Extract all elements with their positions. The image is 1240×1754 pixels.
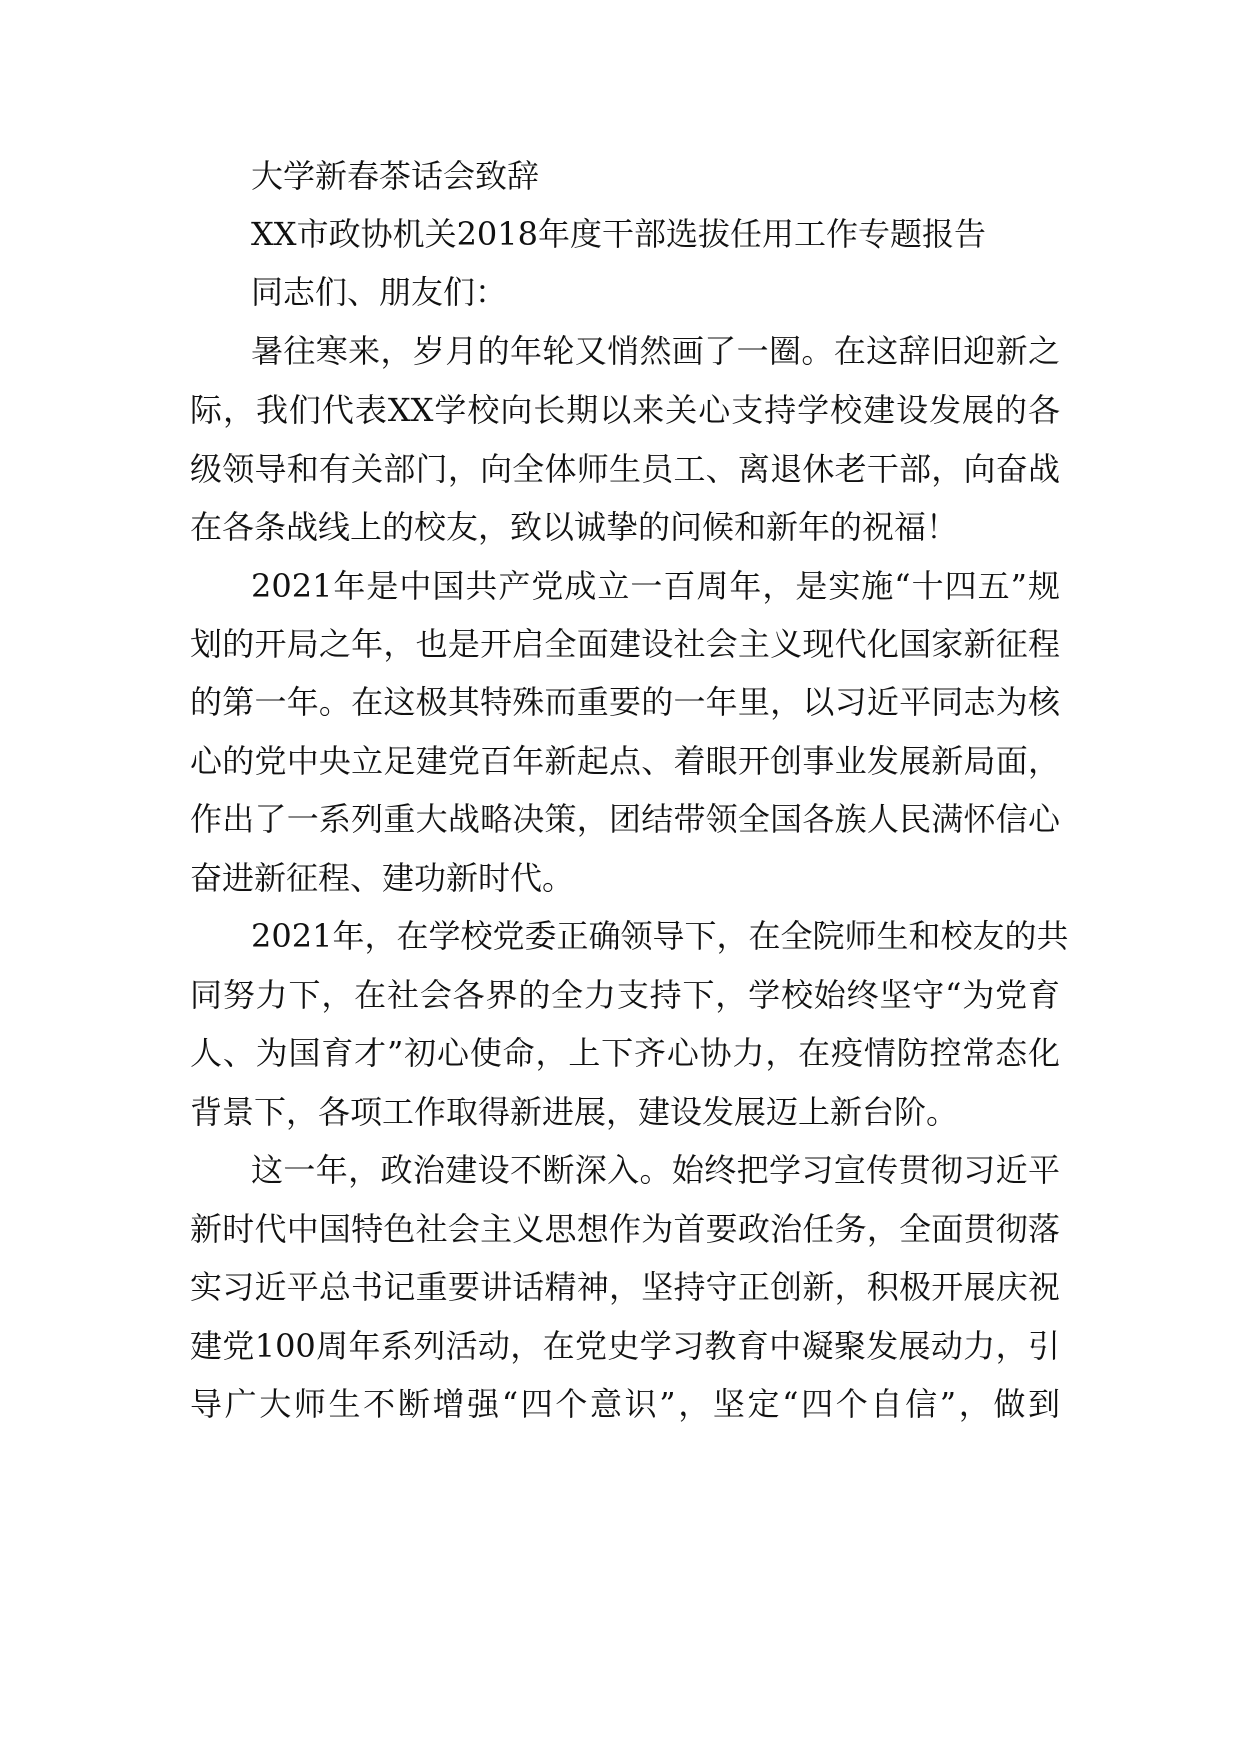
paragraph-line: 心的党中央立足建党百年新起点、着眼开创事业发展新局面， [190, 742, 1060, 780]
paragraph-line: 人、为国育才”初心使命，上下齐心协力，在疫情防控常态化 [190, 1034, 1060, 1072]
paragraph-line: 奋进新征程、建功新时代。 [190, 859, 575, 897]
paragraph-line: 在各条战线上的校友，致以诚挚的问候和新年的祝福！ [190, 508, 959, 546]
paragraph-line: 实习近平总书记重要讲话精神，坚持守正创新，积极开展庆祝 [190, 1268, 1060, 1306]
paragraph-line: 这一年，政治建设不断深入。始终把学习宣传贯彻习近平 [251, 1151, 1060, 1189]
paragraph-line: 建党100周年系列活动，在党史学习教育中凝聚发展动力，引 [190, 1327, 1060, 1365]
paragraph-line: 同努力下，在社会各界的全力支持下，学校始终坚守“为党育 [190, 976, 1060, 1014]
paragraph-line: 2021年是中国共产党成立一百周年，是实施“十四五”规 [251, 567, 1060, 605]
paragraph-line: 2021年，在学校党委正确领导下，在全院师生和校友的共 [251, 917, 1069, 955]
paragraph-line: 背景下，各项工作取得新进展，建设发展迈上新台阶。 [190, 1093, 959, 1131]
paragraph-line: 暑往寒来，岁月的年轮又悄然画了一圈。在这辞旧迎新之 [251, 332, 1060, 370]
paragraph-line: 的第一年。在这极其特殊而重要的一年里，以习近平同志为核 [190, 683, 1060, 721]
paragraph-line: 新时代中国特色社会主义思想作为首要政治任务，全面贯彻落 [190, 1210, 1060, 1248]
paragraph-line: 划的开局之年，也是开启全面建设社会主义现代化国家新征程 [190, 625, 1060, 663]
paragraph-line: 际，我们代表XX学校向长期以来关心支持学校建设发展的各 [190, 391, 1060, 429]
paragraph-line: 作出了一系列重大战略决策，团结带领全国各族人民满怀信心 [190, 800, 1060, 838]
document-subtitle: XX市政协机关2018年度干部选拔任用工作专题报告 [251, 215, 987, 253]
salutation: 同志们、朋友们： [251, 273, 508, 311]
paragraph-line: 导广大师生不断增强“四个意识”，坚定“四个自信”，做到 [190, 1385, 1060, 1423]
paragraph-line: 级领导和有关部门，向全体师生员工、离退休老干部，向奋战 [190, 450, 1060, 488]
document-title: 大学新春茶话会致辞 [251, 157, 540, 195]
